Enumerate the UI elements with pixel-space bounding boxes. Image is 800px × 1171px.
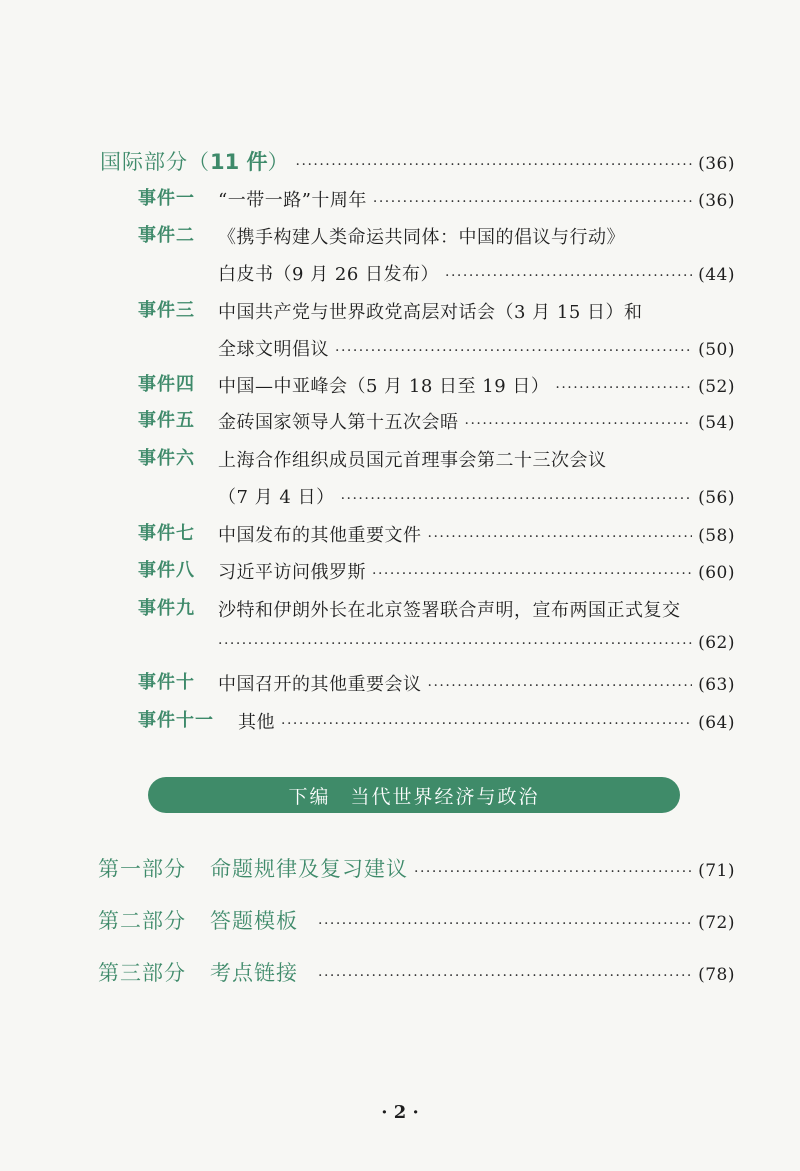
toc-entry-event-7[interactable]	[218, 521, 735, 547]
leader-dots	[428, 529, 693, 545]
page-ref: (50)	[698, 340, 735, 360]
event-label: 事件十一	[138, 710, 214, 731]
page-ref: (78)	[698, 965, 735, 985]
page-ref: (62)	[698, 633, 735, 653]
page-ref: (54)	[698, 413, 735, 433]
toc-entry-part-1[interactable]	[98, 853, 735, 883]
event-label: 事件六	[138, 448, 195, 469]
part-label: 第一部分	[98, 857, 186, 881]
toc-entry-event-8[interactable]	[218, 558, 735, 584]
event-label: 事件十	[138, 672, 195, 693]
leader-dots	[296, 157, 693, 173]
section-label: 国际部分（	[100, 150, 210, 174]
page-ref: (71)	[698, 861, 735, 881]
event-title: 金砖国家领导人第十五次会晤	[218, 412, 459, 433]
leader-dots	[414, 864, 692, 880]
toc-entry-event-9[interactable]	[218, 633, 735, 653]
leader-dots	[335, 343, 692, 359]
leader-dots	[318, 916, 692, 932]
toc-entry-event-6-line1[interactable]	[218, 446, 607, 472]
event-title: 中国—中亚峰会（5 月 18 日至 19 日）	[218, 376, 550, 397]
page-ref: (36)	[698, 191, 735, 211]
banner-part: 下编	[288, 785, 331, 808]
leader-dots	[372, 566, 692, 582]
toc-entry-event-1[interactable]	[218, 186, 735, 212]
event-title: “一带一路”十周年	[218, 190, 367, 211]
leader-dots	[465, 416, 693, 432]
leader-dots	[318, 968, 692, 984]
event-title: 中国召开的其他重要会议	[218, 674, 422, 695]
section-close: ）	[267, 150, 290, 174]
page-ref: (44)	[698, 265, 735, 285]
page-ref: (58)	[698, 526, 735, 546]
part-title: 答题模板	[210, 909, 298, 933]
page-ref: (52)	[698, 377, 735, 397]
event-title: 中国发布的其他重要文件	[218, 525, 422, 546]
part-title: 考点链接	[210, 961, 298, 985]
toc-entry-event-6[interactable]	[218, 483, 735, 509]
toc-entry-event-10[interactable]	[218, 670, 735, 696]
leader-dots	[341, 491, 693, 507]
event-title-cont: 全球文明倡议	[218, 339, 329, 360]
event-label: 事件二	[138, 225, 195, 246]
section-international[interactable]	[100, 146, 735, 176]
page-number: · 2 ·	[381, 1102, 419, 1123]
leader-dots	[555, 380, 692, 396]
page-ref: (72)	[698, 913, 735, 933]
toc-entry-event-4[interactable]	[218, 372, 735, 398]
toc-entry-part-3[interactable]	[98, 957, 735, 987]
event-label: 事件四	[138, 374, 195, 395]
page-ref: (36)	[698, 154, 735, 174]
leader-dots	[218, 636, 692, 652]
event-label: 事件七	[138, 523, 195, 544]
toc-entry-event-9-line1[interactable]	[218, 596, 681, 622]
toc-entry-event-11[interactable]	[238, 708, 735, 734]
event-label: 事件一	[138, 188, 195, 209]
event-title-cont: （7 月 4 日）	[218, 487, 335, 508]
event-title: 习近平访问俄罗斯	[218, 562, 366, 583]
toc-entry-event-2-line1[interactable]	[218, 223, 625, 249]
event-label: 事件九	[138, 598, 195, 619]
section-count: 11 件	[210, 150, 268, 174]
toc-entry-event-3-line1[interactable]	[218, 298, 643, 324]
part-label: 第三部分	[98, 961, 186, 985]
page-ref: (64)	[698, 713, 735, 733]
event-title: 《携手构建人类命运共同体：中国的倡议与行动》	[218, 227, 625, 248]
toc-entry-event-2[interactable]	[218, 260, 735, 286]
event-label: 事件八	[138, 560, 195, 581]
toc-entry-part-2[interactable]	[98, 905, 735, 935]
leader-dots	[428, 678, 693, 694]
leader-dots	[445, 268, 692, 284]
page-ref: (63)	[698, 675, 735, 695]
leader-dots	[373, 194, 692, 210]
toc-entry-event-3[interactable]	[218, 335, 735, 361]
event-label: 事件五	[138, 410, 195, 431]
leader-dots	[281, 716, 692, 732]
event-title-cont: 白皮书（9 月 26 日发布）	[218, 264, 440, 285]
part-label: 第二部分	[98, 909, 186, 933]
event-title: 其他	[238, 712, 275, 733]
part-title: 命题规律及复习建议	[210, 857, 408, 881]
event-title: 中国共产党与世界政党高层对话会（3 月 15 日）和	[218, 302, 643, 323]
part-banner	[148, 777, 680, 813]
page-ref: (56)	[698, 488, 735, 508]
banner-title: 当代世界经济与政治	[350, 785, 540, 808]
toc-entry-event-5[interactable]	[218, 408, 735, 434]
event-label: 事件三	[138, 300, 195, 321]
event-title: 上海合作组织成员国元首理事会第二十三次会议	[218, 450, 607, 471]
page-ref: (60)	[698, 563, 735, 583]
event-title: 沙特和伊朗外长在北京签署联合声明，宣布两国正式复交	[218, 600, 681, 621]
